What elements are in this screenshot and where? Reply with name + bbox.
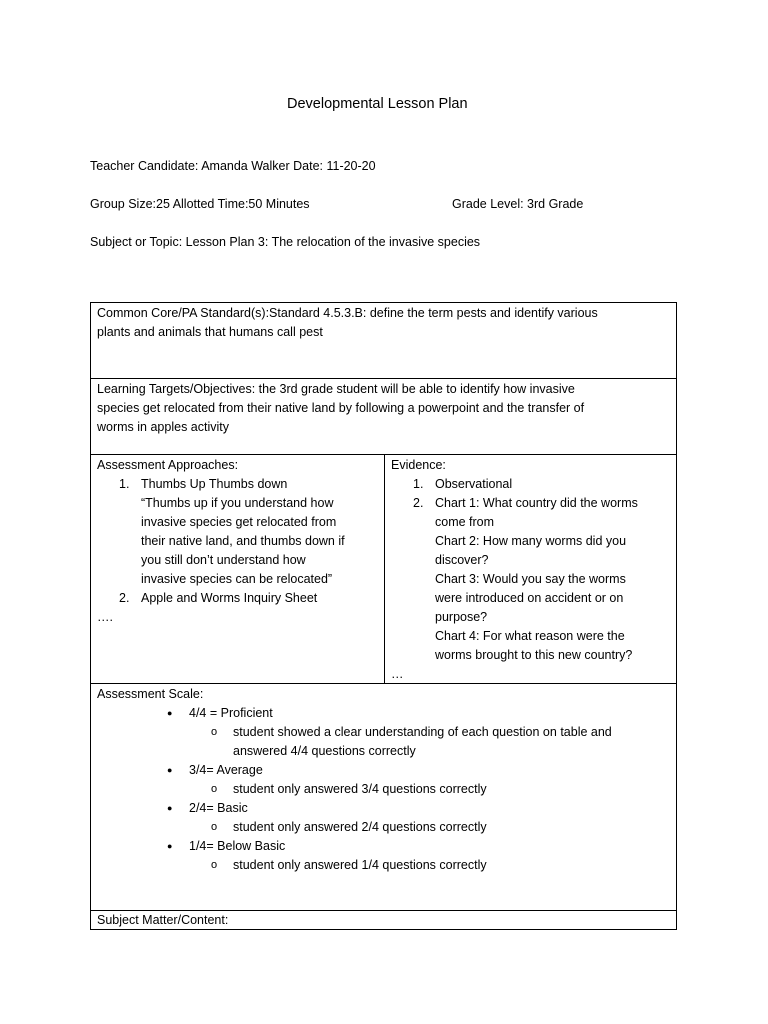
circle-bullet-icon: o bbox=[211, 821, 218, 833]
scale-level-label: 2/4= Basic bbox=[189, 801, 248, 815]
objectives-cell bbox=[91, 379, 676, 438]
evidence-line: come from bbox=[435, 515, 495, 529]
standards-cell bbox=[91, 303, 676, 343]
standards-text: Common Core/PA Standard(s):Standard 4.5.3.B: define the term pests and identify various bbox=[97, 306, 598, 320]
assessment-scale-cell bbox=[91, 684, 676, 876]
quote-line: invasive species get relocated from bbox=[141, 515, 337, 529]
scale-level bbox=[97, 837, 670, 856]
ellipsis: … bbox=[391, 667, 404, 681]
evidence-line: Chart 2: How many worms did you bbox=[435, 534, 627, 548]
subject-matter-heading: Subject Matter/Content: bbox=[97, 913, 229, 927]
bullet-icon: ● bbox=[167, 841, 173, 851]
evidence-line: were introduced on accident or on bbox=[435, 591, 624, 605]
subject-topic: Subject or Topic: Lesson Plan 3: The relocation of the invasive species bbox=[90, 235, 481, 249]
bullet-icon: ● bbox=[167, 708, 173, 718]
scale-level bbox=[97, 704, 670, 723]
bullet-icon: ● bbox=[167, 803, 173, 813]
standards-text: plants and animals that humans call pest bbox=[97, 325, 323, 339]
evidence-line: discover? bbox=[435, 553, 489, 567]
evidence-line: purpose? bbox=[435, 610, 488, 624]
assessment-heading: Assessment Approaches: bbox=[97, 458, 239, 472]
scale-detail bbox=[97, 723, 670, 742]
scale-detail-text: student only answered 3/4 questions correctly bbox=[233, 782, 487, 796]
teacher-candidate-line: Teacher Candidate: Amanda Walker Date: 11-20-20 bbox=[90, 159, 376, 173]
grade-level: Grade Level: 3rd Grade bbox=[452, 197, 584, 211]
assessment-evidence-row bbox=[91, 455, 676, 684]
scale-heading: Assessment Scale: bbox=[97, 687, 204, 701]
list-text: Apple and Worms Inquiry Sheet bbox=[141, 591, 318, 605]
evidence-heading: Evidence: bbox=[391, 458, 446, 472]
list-item bbox=[97, 475, 378, 494]
lesson-plan-table bbox=[90, 302, 677, 930]
evidence-line: Chart 4: For what reason were the bbox=[435, 629, 625, 643]
scale-detail bbox=[97, 818, 670, 837]
quote-line: invasive species can be relocated” bbox=[141, 572, 333, 586]
scale-detail-text: student only answered 2/4 questions correctly bbox=[233, 820, 487, 834]
group-size-line: Group Size:25 Allotted Time:50 Minutes bbox=[90, 197, 310, 211]
list-text: Observational bbox=[435, 477, 513, 491]
scale-level-label: 4/4 = Proficient bbox=[189, 706, 273, 720]
quote-line: you still don’t understand how bbox=[141, 553, 306, 567]
objectives-row bbox=[91, 379, 676, 455]
quote-line: their native land, and thumbs down if bbox=[141, 534, 345, 548]
bullet-icon: ● bbox=[167, 765, 173, 775]
quote-line: “Thumbs up if you understand how bbox=[141, 496, 334, 510]
objectives-text: worms in apples activity bbox=[97, 420, 229, 434]
list-number: 1. bbox=[413, 477, 424, 491]
circle-bullet-icon: o bbox=[211, 859, 218, 871]
assessment-approaches-cell bbox=[91, 455, 384, 628]
evidence-line: worms brought to this new country? bbox=[435, 648, 633, 662]
ellipsis: …. bbox=[97, 610, 113, 624]
evidence-line: Chart 3: Would you say the worms bbox=[435, 572, 626, 586]
evidence-cell bbox=[385, 455, 676, 685]
scale-level-label: 3/4= Average bbox=[189, 763, 263, 777]
list-item bbox=[97, 589, 378, 608]
list-number: 2. bbox=[413, 496, 424, 510]
scale-detail-text: answered 4/4 questions correctly bbox=[233, 744, 416, 758]
list-text: Thumbs Up Thumbs down bbox=[141, 477, 288, 491]
list-number: 2. bbox=[119, 591, 130, 605]
objectives-text: species get relocated from their native land by following a powerpoint and the transfer of bbox=[97, 401, 585, 415]
page-title: Developmental Lesson Plan bbox=[287, 96, 468, 112]
scale-detail-text: student showed a clear understanding of each question on table and bbox=[233, 725, 612, 739]
list-text: Chart 1: What country did the worms bbox=[435, 496, 638, 510]
scale-detail-text: student only answered 1/4 questions correctly bbox=[233, 858, 487, 872]
standards-row bbox=[91, 303, 676, 379]
scale-level bbox=[97, 761, 670, 780]
objectives-text: Learning Targets/Objectives: the 3rd grade student will be able to identify how invasive bbox=[97, 382, 575, 396]
list-item bbox=[391, 475, 670, 494]
scale-level-label: 1/4= Below Basic bbox=[189, 839, 286, 853]
assessment-scale-row bbox=[91, 684, 676, 911]
subject-matter-row bbox=[91, 911, 676, 929]
list-number: 1. bbox=[119, 477, 130, 491]
circle-bullet-icon: o bbox=[211, 783, 218, 795]
list-item bbox=[391, 494, 670, 513]
circle-bullet-icon: o bbox=[211, 726, 218, 738]
scale-detail bbox=[97, 780, 670, 799]
scale-level bbox=[97, 799, 670, 818]
scale-detail bbox=[97, 856, 670, 875]
